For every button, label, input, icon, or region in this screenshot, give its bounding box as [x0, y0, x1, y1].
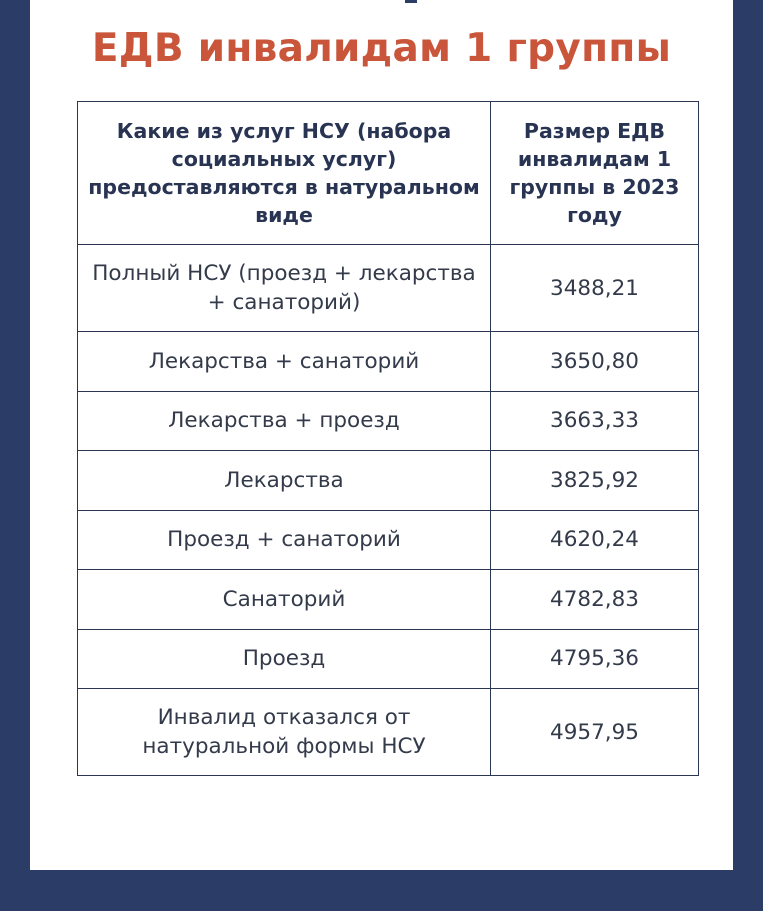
table-row	[78, 510, 699, 570]
table-row	[78, 391, 699, 451]
cell-amount: 4620,24	[491, 510, 699, 570]
cell-service: Лекарства + санаторий	[78, 332, 491, 392]
table-row	[78, 451, 699, 511]
table-row	[78, 689, 699, 776]
table-header-row	[78, 102, 699, 245]
cell-amount: 3663,33	[491, 391, 699, 451]
table-row	[78, 332, 699, 392]
cell-service: Проезд	[78, 629, 491, 689]
table-row	[78, 245, 699, 332]
cell-amount: 4795,36	[491, 629, 699, 689]
cell-service: Лекарства	[78, 451, 491, 511]
edv-table	[77, 101, 699, 776]
cell-service: Лекарства + проезд	[78, 391, 491, 451]
header-amount: Размер ЕДВ инвалидам 1 группы в 2023 году	[491, 102, 699, 245]
cell-amount: 3488,21	[491, 245, 699, 332]
cell-amount: 4957,95	[491, 689, 699, 776]
cell-amount: 4782,83	[491, 570, 699, 630]
cell-amount: 3650,80	[491, 332, 699, 392]
cell-amount: 3825,92	[491, 451, 699, 511]
cell-service: Проезд + санаторий	[78, 510, 491, 570]
cell-service: Инвалид отказался от натуральной формы НСУ	[78, 689, 491, 776]
top-notch-decoration	[405, 0, 417, 3]
header-services: Какие из услуг НСУ (набора социальных услуг) предоставляются в натуральном виде	[78, 102, 491, 245]
table-row	[78, 629, 699, 689]
page-title: ЕДВ инвалидам 1 группы	[91, 26, 672, 71]
content-card	[30, 0, 733, 870]
cell-service: Санаторий	[78, 570, 491, 630]
table-row	[78, 570, 699, 630]
cell-service: Полный НСУ (проезд + лекарства + санаторий)	[78, 245, 491, 332]
